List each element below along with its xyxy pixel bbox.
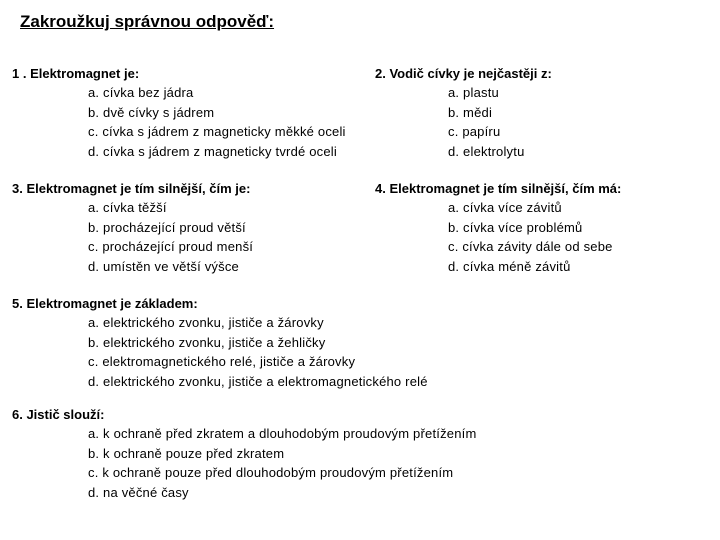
question-text: 5. Elektromagnet je základem: [12,296,198,311]
question-1 [12,64,346,161]
answer-option-c[interactable]: c. k ochraně pouze před dlouhodobým proudovým přetížením [88,465,454,480]
answer-option-d[interactable]: d. cívka méně závitů [448,258,571,274]
answer-option-c[interactable]: c. elektromagnetického relé, jističe a žárovky [88,354,356,369]
answer-options [12,424,476,502]
answer-option-b[interactable]: b. dvě cívky s jádrem [88,104,215,120]
question-6 [12,405,476,502]
answer-option-d[interactable]: d. cívka s jádrem z magneticky tvrdé oceli [88,143,337,159]
answer-options [375,83,552,161]
answer-option-b[interactable]: b. k ochraně pouze před zkratem [88,445,285,461]
answer-option-a[interactable]: a. cívka bez jádra [88,85,194,100]
answer-option-d[interactable]: d. umístěn ve větší výšce [88,258,239,274]
question-3 [12,179,253,276]
answer-options [375,198,621,276]
answer-option-b[interactable]: b. procházející proud větší [88,219,246,235]
answer-options [12,198,253,276]
question-5 [12,294,428,391]
answer-option-c[interactable]: c. procházející proud menší [88,239,254,254]
question-text: 1 . Elektromagnet je: [12,66,140,81]
answer-option-a[interactable]: a. cívka těžší [88,200,167,215]
answer-option-b[interactable]: b. cívka více problémů [448,219,583,235]
answer-option-d[interactable]: d. elektrolytu [448,143,525,159]
answer-option-c[interactable]: c. cívka s jádrem z magneticky měkké oceli [88,124,346,139]
question-4 [375,179,621,276]
answer-options [12,83,346,161]
answer-option-c[interactable]: c. papíru [448,124,501,139]
worksheet-title: Zakroužkuj správnou odpověď: [20,12,275,31]
question-text: 4. Elektromagnet je tím silnější, čím má: [375,181,622,196]
answer-options [12,313,428,391]
answer-option-b[interactable]: b. elektrického zvonku, jističe a žehličky [88,334,326,350]
answer-option-d[interactable]: d. na věčné časy [88,484,189,500]
question-2 [375,64,552,161]
answer-option-b[interactable]: b. mědi [448,104,493,120]
question-text: 3. Elektromagnet je tím silnější, čím je: [12,181,251,196]
answer-option-c[interactable]: c. cívka závity dále od sebe [448,239,613,254]
answer-option-d[interactable]: d. elektrického zvonku, jističe a elektromagnetického relé [88,373,428,389]
question-text: 2. Vodič cívky je nejčastěji z: [375,66,552,81]
answer-option-a[interactable]: a. plastu [448,85,499,100]
question-text: 6. Jistič slouží: [12,407,105,422]
answer-option-a[interactable]: a. elektrického zvonku, jističe a žárovky [88,315,324,330]
answer-option-a[interactable]: a. cívka více závitů [448,200,562,215]
answer-option-a[interactable]: a. k ochraně před zkratem a dlouhodobým proudovým přetížením [88,426,477,441]
